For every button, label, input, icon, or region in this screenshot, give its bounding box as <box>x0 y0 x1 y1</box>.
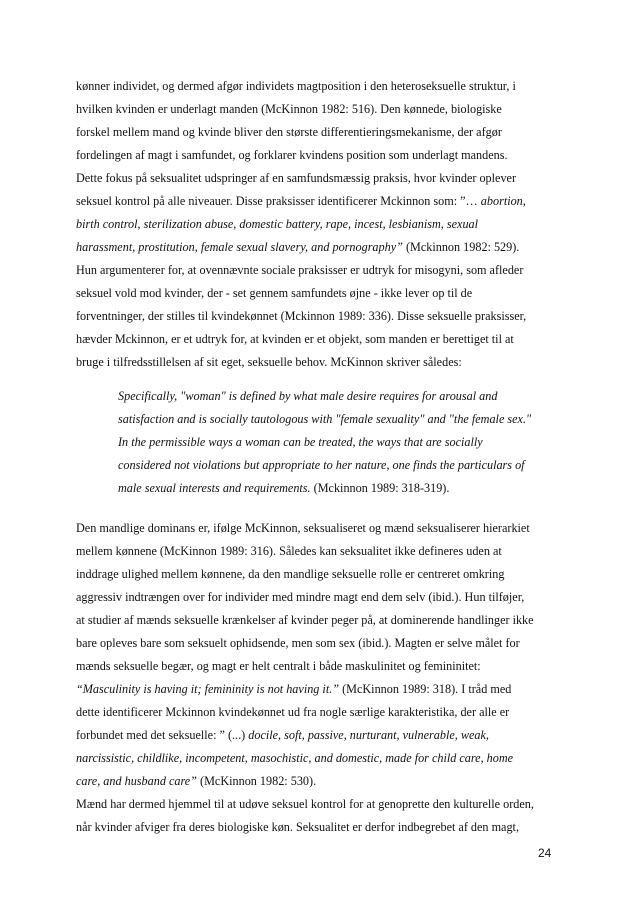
quote-text: satisfaction and is socially tautologous with "female sexuality" and "the female sex." <box>118 412 532 426</box>
italic-text: docile, soft, passive, nurturant, vulnerable, weak, <box>248 728 489 742</box>
body-text: (McKinnon 1989: 318). I tråd med <box>339 682 512 696</box>
body-line: forskel mellem mand og kvinde bliver den største differentieringsmekanisme, der afgør <box>76 125 502 139</box>
italic-text: care, and husband care” <box>76 774 197 788</box>
body-line <box>76 217 478 232</box>
body-line: når kvinder afviger fra deres biologiske køn. Seksualitet er derfor indbegrebet af den magt, <box>76 820 519 834</box>
body-line: mænds seksuelle begær, og magt er helt centralt i både maskulinitet og femininitet: <box>76 659 481 673</box>
body-line: hvilken kvinden er underlagt manden (McKinnon 1982: 516). Den kønnede, biologiske <box>76 102 502 116</box>
quote-text: In the permissible ways a woman can be treated, the ways that are socially <box>118 435 483 449</box>
body-line: seksuel vold mod kvinder, der - set gennem samfundets øjne - ikke lever op til de <box>76 286 473 300</box>
block-quote-line <box>118 435 483 450</box>
italic-text: harassment, prostitution, female sexual slavery, and pornography” <box>76 240 403 254</box>
block-quote-line <box>118 389 497 404</box>
body-line: fordelingen af magt i samfundet, og forklarer kvindens position som underlagt mandens. <box>76 148 508 162</box>
body-text: seksuel kontrol på alle niveauer. Disse praksisser identificerer Mckinnon som: ”… <box>76 194 481 208</box>
body-line: Mænd har dermed hjemmel til at udøve seksuel kontrol for at genoprette den kulturelle orden, <box>76 797 534 811</box>
body-line <box>76 682 511 697</box>
body-line: Hun argumenterer for, at ovennævnte sociale praksisser er udtryk for misogyni, som afleder <box>76 263 524 277</box>
body-line <box>76 194 526 209</box>
body-line: hævder Mckinnon, er et udtryk for, at kvinden er et objekt, som manden er berettiget til at <box>76 332 514 346</box>
block-quote-line <box>118 458 525 473</box>
block-quote-line <box>118 412 531 427</box>
italic-text: narcissistic, childlike, incompetent, masochistic, and domestic, made for child care, home <box>76 751 514 765</box>
quote-text: considered not violations but appropriate to her nature, one finds the particulars of <box>118 458 525 472</box>
page-number: 24 <box>538 846 552 860</box>
body-line <box>76 240 519 255</box>
body-line: Den mandlige dominans er, ifølge McKinnon, seksualiseret og mænd seksualiserer hierarkiet <box>76 521 530 535</box>
citation: (Mckinnon 1989: 318-319). <box>310 481 450 495</box>
body-line: bare opleves bare som seksuelt ophidsende, men som sex (ibid.). Magten er selve målet for <box>76 636 520 650</box>
body-line <box>76 728 489 743</box>
citation: (McKinnon 1982: 530). <box>196 774 317 788</box>
body-line: bruge i tilfredsstillelsen af sit eget, seksuelle behov. McKinnon skriver således: <box>76 355 462 369</box>
italic-text: abortion, <box>480 194 526 208</box>
body-line <box>76 751 513 766</box>
body-text: forbundet med det seksuelle: ” (...) <box>76 728 249 742</box>
body-line: forventninger, der stilles til kvindekønnet (Mckinnon 1989: 336). Disse seksuelle praksisser, <box>76 309 527 323</box>
body-line <box>76 774 316 789</box>
body-line: kønner individet, og dermed afgør individets magtposition i den heteroseksuelle struktur, i <box>76 79 516 93</box>
body-line: Dette fokus på seksualitet udspringer af en samfundsmæssig praksis, hvor kvinder oplever <box>76 171 517 185</box>
quote-text: male sexual interests and requirements. <box>118 481 311 495</box>
block-quote-line <box>118 481 449 496</box>
italic-text: birth control, sterilization abuse, domestic battery, rape, incest, lesbianism, sexual <box>76 217 479 231</box>
quote-text: Specifically, "woman" is defined by what male desire requires for arousal and <box>118 389 498 403</box>
body-line: inddrage ulighed mellem kønnene, da den mandlige seksuelle rolle er centreret omkring <box>76 567 505 581</box>
body-line: dette identificerer Mckinnon kvindekønnet ud fra nogle særlige karakteristika, der alle er <box>76 705 510 719</box>
body-line: mellem kønnene (McKinnon 1989: 316). Således kan seksualitet ikke defineres uden at <box>76 544 502 558</box>
italic-text: “Masculinity is having it; femininity is not having it.” <box>76 682 340 696</box>
body-line: aggressiv indtrængen over for individer med mindre magt end dem selv (ibid.). Hun tilføjer, <box>76 590 525 604</box>
body-line: at studier af mænds seksuelle krænkelser af kvinder peger på, at dominerende handlinger ikke <box>76 613 534 627</box>
citation: (Mckinnon 1982: 529). <box>402 240 520 254</box>
